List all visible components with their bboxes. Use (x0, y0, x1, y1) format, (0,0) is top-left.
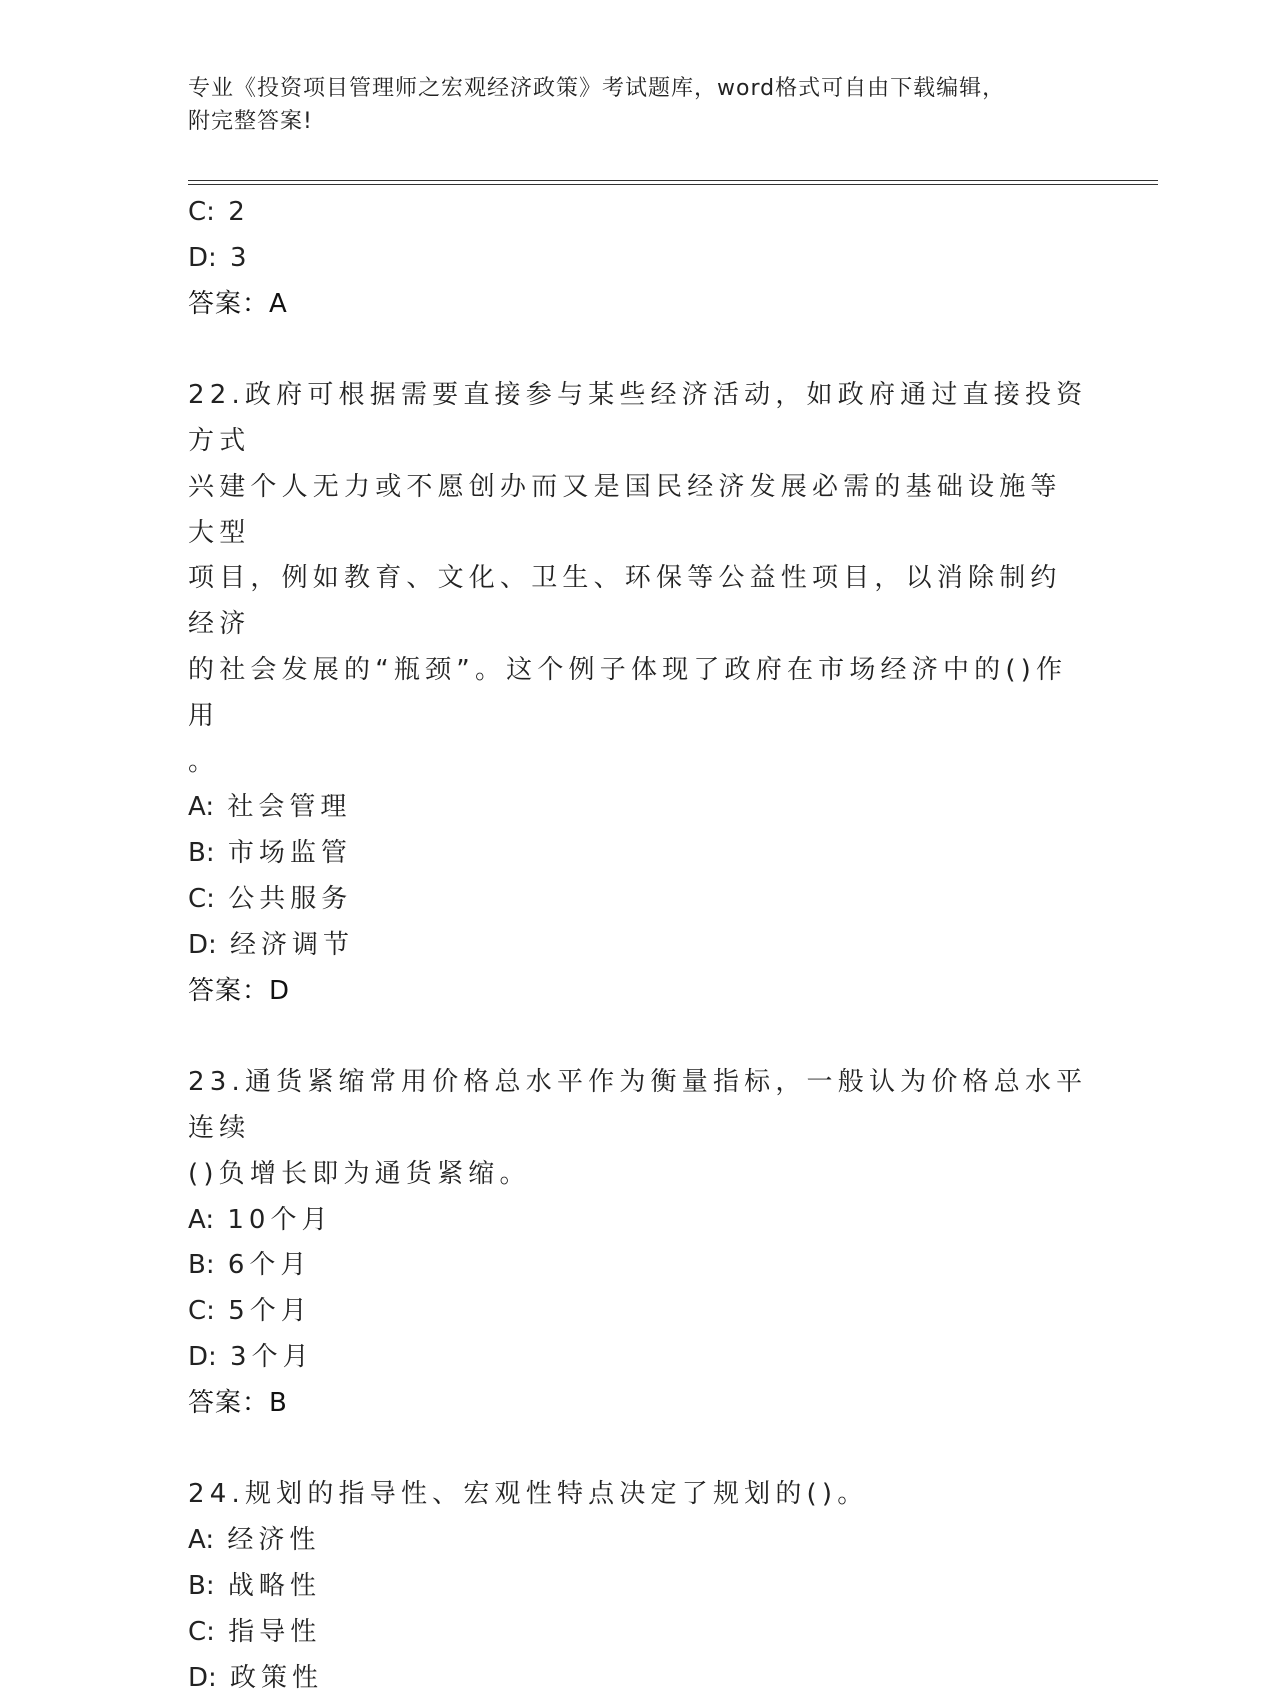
question-stem-line: ()负增长即为通货紧缩。 (188, 1152, 1088, 1198)
answer-line: 答案：D (188, 969, 1088, 1015)
question-23 (188, 1060, 1088, 1426)
option-d: D: 3个月 (188, 1335, 1088, 1381)
question-21-fragment (188, 190, 1088, 327)
option-c: C: 2 (188, 190, 1088, 236)
option-d: D: 3 (188, 236, 1088, 282)
option-c: C: 指导性 (188, 1610, 1088, 1656)
question-stem-line: 。 (188, 740, 1088, 786)
option-d: D: 政策性 (188, 1656, 1088, 1701)
question-24 (188, 1472, 1088, 1701)
answer-line: 答案：A (188, 282, 1088, 328)
option-c: C: 5个月 (188, 1289, 1088, 1335)
question-stem-line: 项目，例如教育、文化、卫生、环保等公益性项目，以消除制约经济 (188, 556, 1088, 648)
header-divider-top (188, 180, 1158, 181)
option-b: B: 市场监管 (188, 831, 1088, 877)
question-22 (188, 373, 1088, 1014)
header-line-2: 附完整答案! (188, 105, 1088, 138)
option-a: A: 社会管理 (188, 785, 1088, 831)
question-stem-line: 的社会发展的“瓶颈”。这个例子体现了政府在市场经济中的()作用 (188, 648, 1088, 740)
option-a: A: 经济性 (188, 1518, 1088, 1564)
question-stem-line: 兴建个人无力或不愿创办而又是国民经济发展必需的基础设施等大型 (188, 465, 1088, 557)
option-b: B: 战略性 (188, 1564, 1088, 1610)
document-header (188, 72, 1088, 138)
option-a: A: 10个月 (188, 1198, 1088, 1244)
question-stem-line: 24.规划的指导性、宏观性特点决定了规划的()。 (188, 1472, 1088, 1518)
header-divider-bottom (188, 184, 1158, 185)
header-line-1: 专业《投资项目管理师之宏观经济政策》考试题库，word格式可自由下载编辑， (188, 72, 1088, 105)
answer-line: 答案：B (188, 1381, 1088, 1427)
question-stem-line: 22.政府可根据需要直接参与某些经济活动，如政府通过直接投资方式 (188, 373, 1088, 465)
option-b: B: 6个月 (188, 1243, 1088, 1289)
question-list (188, 190, 1088, 1701)
question-stem-line: 23.通货紧缩常用价格总水平作为衡量指标，一般认为价格总水平连续 (188, 1060, 1088, 1152)
option-d: D: 经济调节 (188, 923, 1088, 969)
option-c: C: 公共服务 (188, 877, 1088, 923)
